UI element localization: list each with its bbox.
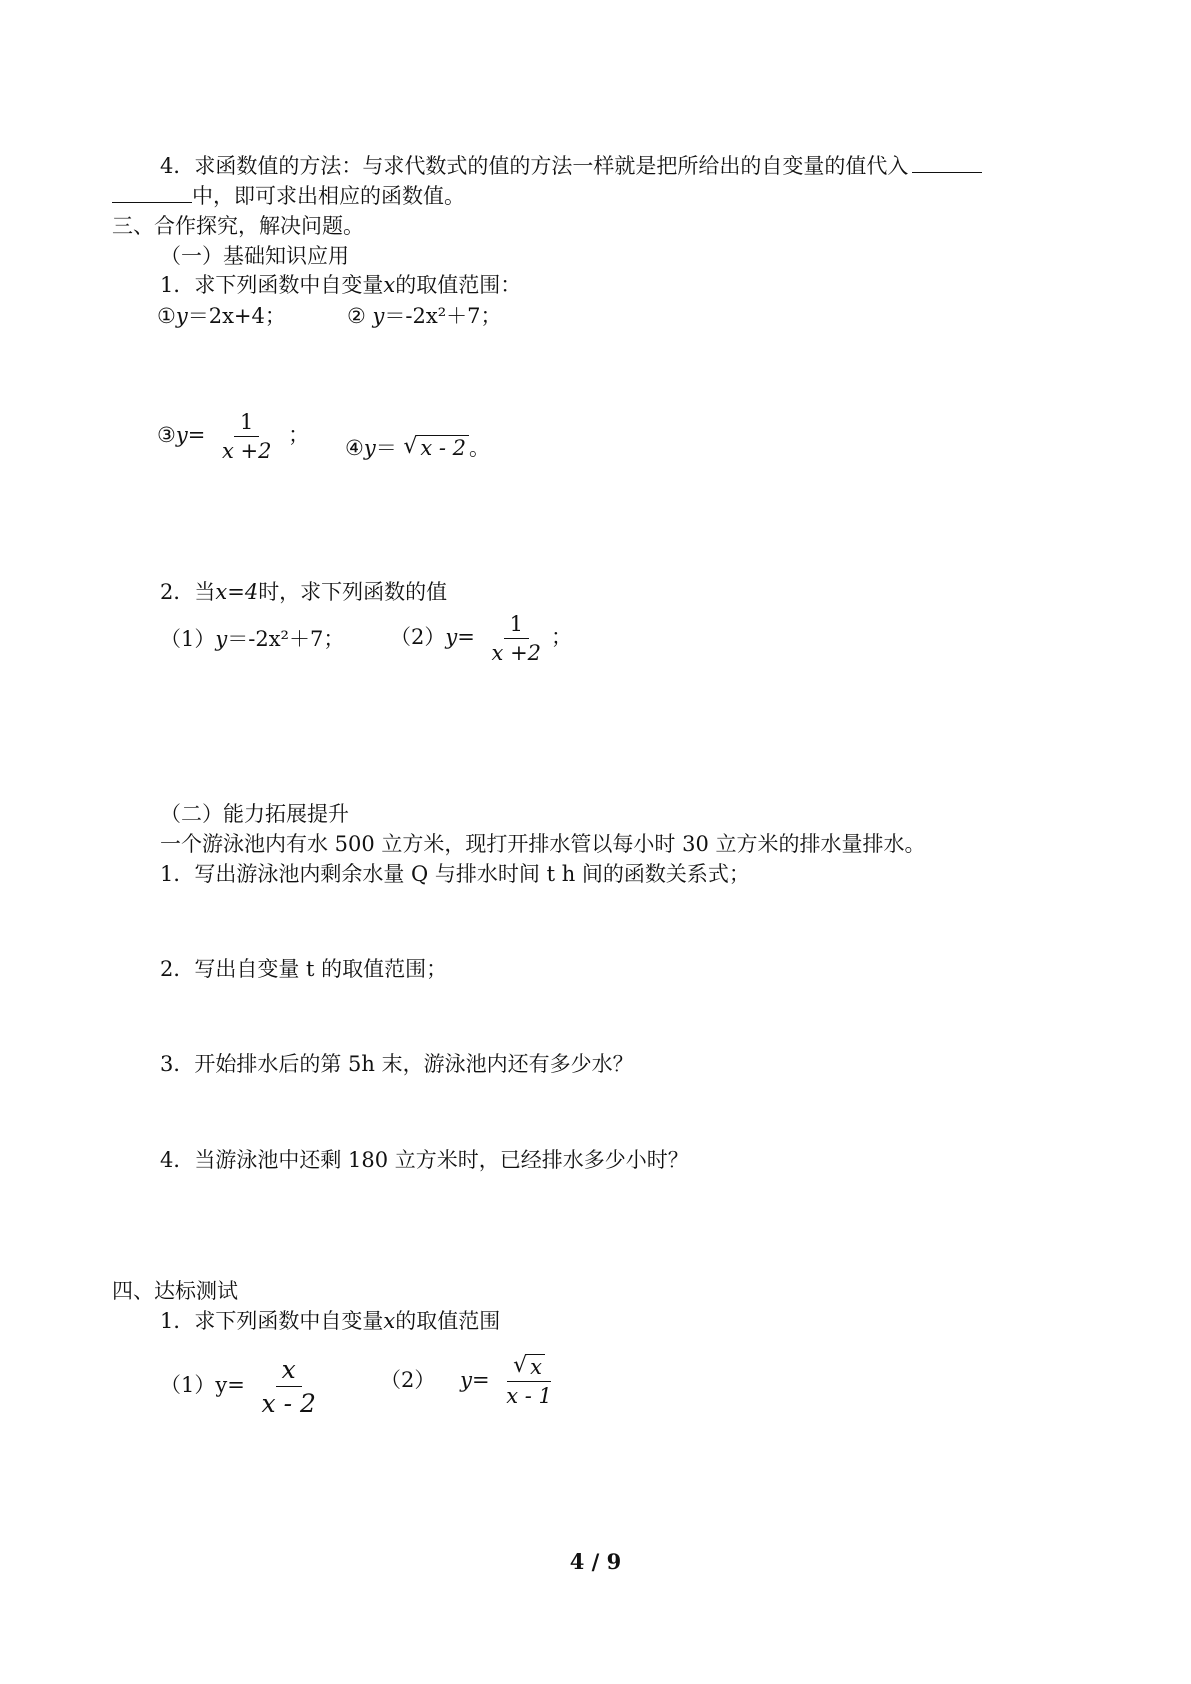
page-number: 4 / 9 — [569, 1549, 622, 1574]
subsection-2-title: （二）能力拓展提升 — [160, 802, 349, 826]
eval-function-2: （2）y= $\frac{1}{x +2}$ ； — [390, 612, 573, 665]
method-text-end: 中，即可求出相应的函数值。 — [192, 184, 465, 208]
pool-intro: 一个游泳池内有水 500 立方米，现打开排水管以每小时 30 立方米的排水量排水。 — [160, 832, 926, 856]
answer-blank-2[interactable] — [112, 182, 192, 203]
fraction-x-over-x-minus-2: $\frac{x}{x - 2}$ — [261, 1355, 316, 1418]
subsection-1-title: （一）基础知识应用 — [160, 244, 349, 268]
fraction-1-over-x-plus-2-eval: $\frac{1}{x +2}$ — [491, 612, 542, 665]
fraction-sqrt-x-over-x-minus-1: √ x x - 1 — [506, 1353, 552, 1408]
pool-question-1: 1．写出游泳池内剩余水量 Q 与排水时间 t h 间的函数关系式； — [160, 862, 750, 886]
section-4-title: 四、达标测试 — [112, 1279, 238, 1303]
answer-blank-1[interactable] — [912, 152, 982, 173]
variable-x: x — [383, 273, 396, 297]
function-1: ①y＝2x+4； — [157, 304, 286, 328]
fraction-1-over-x-plus-2: $\frac{1}{x +2}$ — [222, 410, 272, 463]
method-line-2 — [112, 182, 465, 210]
eval-function-1: （1）y＝-2x²＋7； — [160, 627, 345, 651]
test-question-1: 1．求下列函数中自变量x的取值范围 — [160, 1309, 501, 1333]
pool-question-2: 2．写出自变量 t 的取值范围； — [160, 957, 448, 981]
section-3-title: 三、合作探究，解决问题。 — [112, 214, 364, 238]
radical-icon: √ — [403, 434, 418, 459]
question-2: 2．当x=4时，求下列函数的值 — [160, 580, 448, 604]
question-1: 1．求下列函数中自变量x的取值范围： — [160, 273, 522, 297]
function-2: ② y＝-2x²＋7； — [347, 304, 502, 328]
test-function-2: （2） y= √ x x - 1 — [380, 1355, 562, 1408]
sqrt-x-minus-2: √ x - 2 — [403, 436, 469, 460]
radical-icon: √ — [513, 1353, 528, 1378]
method-line-1 — [160, 152, 982, 180]
function-4: ④y＝ √ x - 2 。 — [345, 434, 491, 460]
method-text: 4．求函数值的方法：与求代数式的值的方法一样就是把所给出的自变量的值代入 — [160, 154, 909, 178]
test-function-1: （1）y= $\frac{x}{x - 2}$ — [160, 1355, 326, 1418]
function-3: ③y= $\frac{1}{x +2}$ ； — [157, 410, 310, 463]
pool-question-3: 3．开始排水后的第 5h 末，游泳池内还有多少水？ — [160, 1052, 634, 1076]
pool-question-4: 4．当游泳池中还剩 180 立方米时，已经排水多少小时？ — [160, 1148, 689, 1172]
